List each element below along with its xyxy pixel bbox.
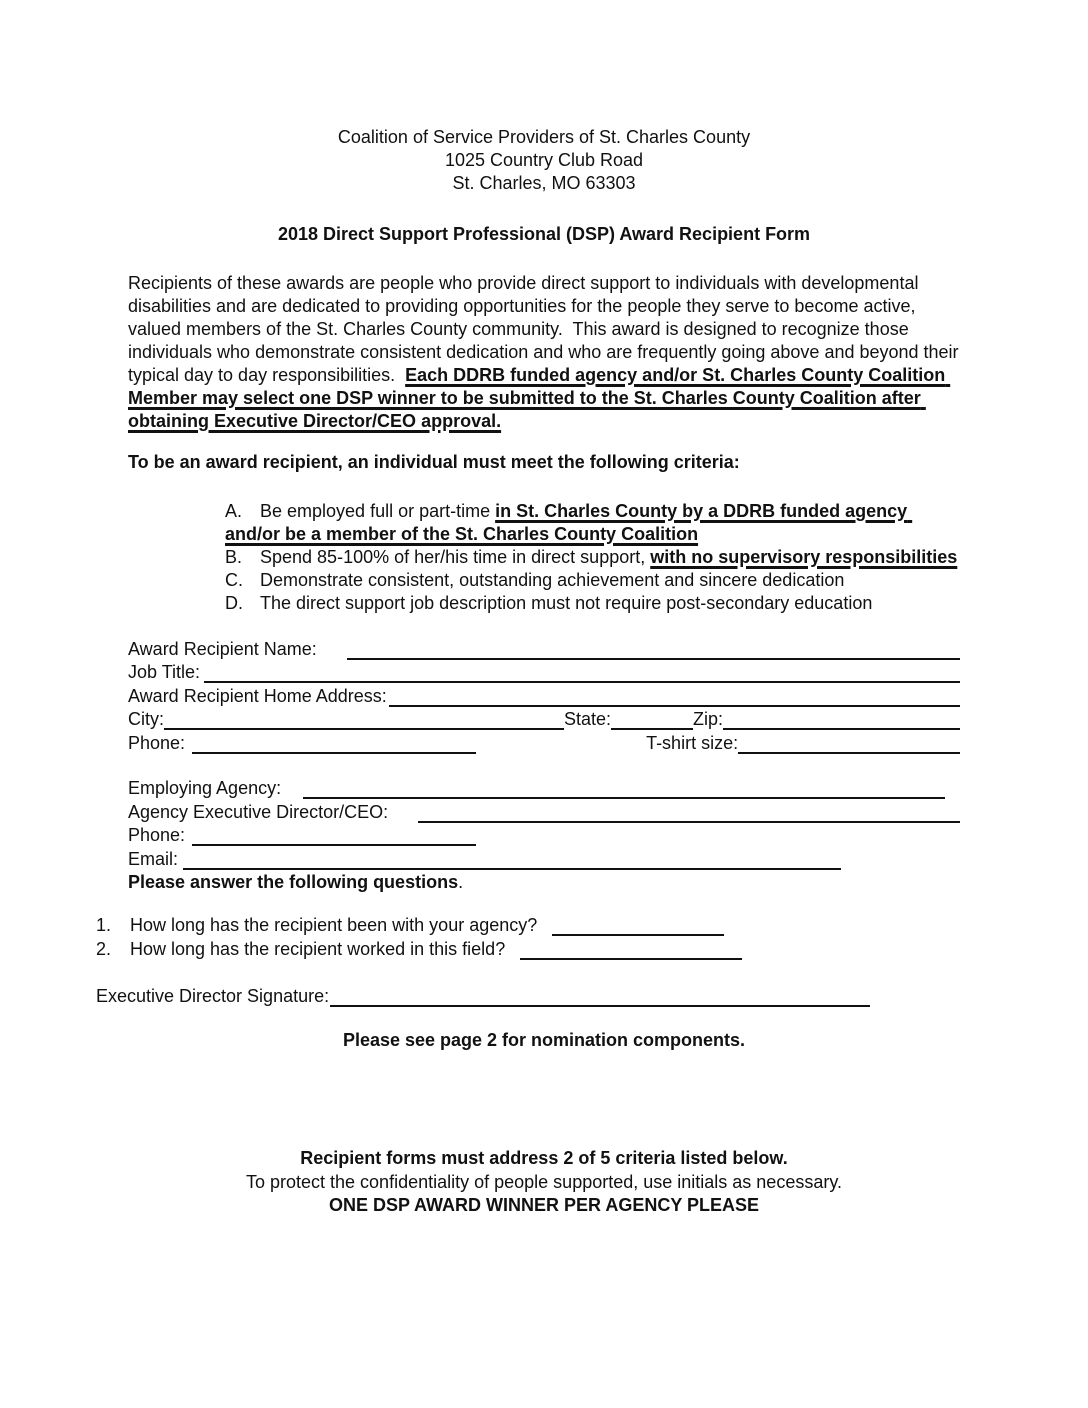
criteria-marker-d: D. [225,593,243,613]
questions-list [96,914,992,961]
recipient-name-label: Award Recipient Name: [128,638,317,659]
criteria-item-c [225,569,960,592]
questions-heading [128,871,992,894]
field-row-agency-director [128,800,960,824]
city-line [164,727,564,730]
field-row-home-address [128,684,960,708]
footer-criteria-note: Recipient forms must address 2 of 5 criteria listed below. [300,1148,788,1168]
question-row-1 [96,914,992,938]
footer-confidentiality-note: To protect the confidentiality of people supported, use initials as necessary. [245,1171,842,1192]
doc-header [96,126,992,195]
page-content [96,126,992,1218]
agency-phone-line [192,843,476,846]
employing-agency-line [303,796,945,799]
org-address-line2: St. Charles, MO 63303 [452,173,636,193]
field-row-agency-phone [128,824,960,848]
state-label: State: [564,709,612,729]
criteria-emphasis-a: in St. Charles County by a DDRB funded agency and/or be a member of the St. Charles County Coalition [225,501,913,544]
agency-fields [128,777,960,871]
org-name: Coalition of Service Providers of St. Charles County [337,127,751,147]
field-row-phone-tshirt [128,731,960,755]
field-row-city-state-zip [128,708,960,732]
criteria-item-b [225,546,960,569]
job-title-label: Job Title: [128,662,201,682]
criteria-marker-b: B. [225,547,243,567]
questions-heading-text: Please answer the following questions [128,871,459,892]
field-row-employing-agency [128,777,960,801]
page2-note: Please see page 2 for nomination components. [342,1030,746,1050]
agency-phone-label: Phone: [128,825,186,845]
question-1-text: How long has the recipient been with your agency? [130,915,538,935]
field-row-job-title [128,661,960,685]
form-title: 2018 Direct Support Professional (DSP) Award Recipient Form [277,224,811,244]
intro-paragraph [128,272,964,433]
criteria-heading: To be an award recipient, an individual must meet the following criteria: [128,452,740,472]
question-1-line [552,933,724,936]
criteria-item-a [225,500,960,546]
zip-line [723,727,960,730]
recipient-fields [128,637,960,755]
criteria-text-b: Spend 85-100% of her/his time in direct support, [260,547,651,567]
zip-label: Zip: [693,709,724,729]
agency-director-label: Agency Executive Director/CEO: [128,801,389,822]
email-line [183,867,841,870]
question-1-number: 1. [96,915,112,935]
criteria-emphasis-b: with no supervisory responsibilities [650,547,958,567]
questions-heading-period: . [458,871,464,892]
footer-one-winner-note: ONE DSP AWARD WINNER PER AGENCY PLEASE [328,1195,760,1215]
intro-text: Recipients of these awards are people who provide direct support to individuals with developmental disabilities and are dedicated to providing opportunities for the people they serve to become active, valued members of the St. Charles County community. This award is designed to recognize those individuals who demonstrate consistent dedication and who are frequently going above and beyond their typical day to day responsibilities. [128,273,964,385]
criteria-item-d [225,592,960,615]
phone-label: Phone: [128,732,186,753]
field-row-email [128,847,960,871]
tshirt-line [738,751,960,754]
intro-emphasis: Each DDRB funded agency and/or St. Charles County Coalition Member may select one DSP winner to be submitted to the St. Charles County Coalition after obtaining Executive Director/CEO approval. [128,365,951,431]
job-title-line [204,680,960,683]
criteria-text-c: Demonstrate consistent, outstanding achievement and sincere dedication [260,570,845,590]
question-2-number: 2. [96,938,112,959]
phone-line [192,751,476,754]
email-label: Email: [128,848,179,869]
employing-agency-label: Employing Agency: [128,778,282,798]
criteria-marker-a: A. [225,501,243,521]
criteria-list [225,500,960,615]
question-2-line [520,957,742,960]
criteria-text-d: The direct support job description must not require post-secondary education [260,593,873,613]
criteria-marker-c: C. [225,570,243,590]
question-2-text: How long has the recipient worked in this field? [130,938,506,959]
signature-row [96,985,992,1009]
agency-director-line [418,820,960,823]
home-address-line [389,704,960,707]
footer-notes [96,1147,992,1218]
org-address-line1: 1025 Country Club Road [444,150,644,170]
city-label: City: [128,709,164,729]
question-row-2 [96,937,992,961]
signature-line [330,1004,870,1007]
tshirt-label: T-shirt size: [646,732,739,753]
field-row-recipient-name [128,637,960,661]
state-line [611,727,693,730]
criteria-text-a: Be employed full or part-time [260,501,496,521]
signature-label: Executive Director Signature: [96,986,330,1006]
home-address-label: Award Recipient Home Address: [128,685,387,706]
recipient-name-line [347,657,960,660]
